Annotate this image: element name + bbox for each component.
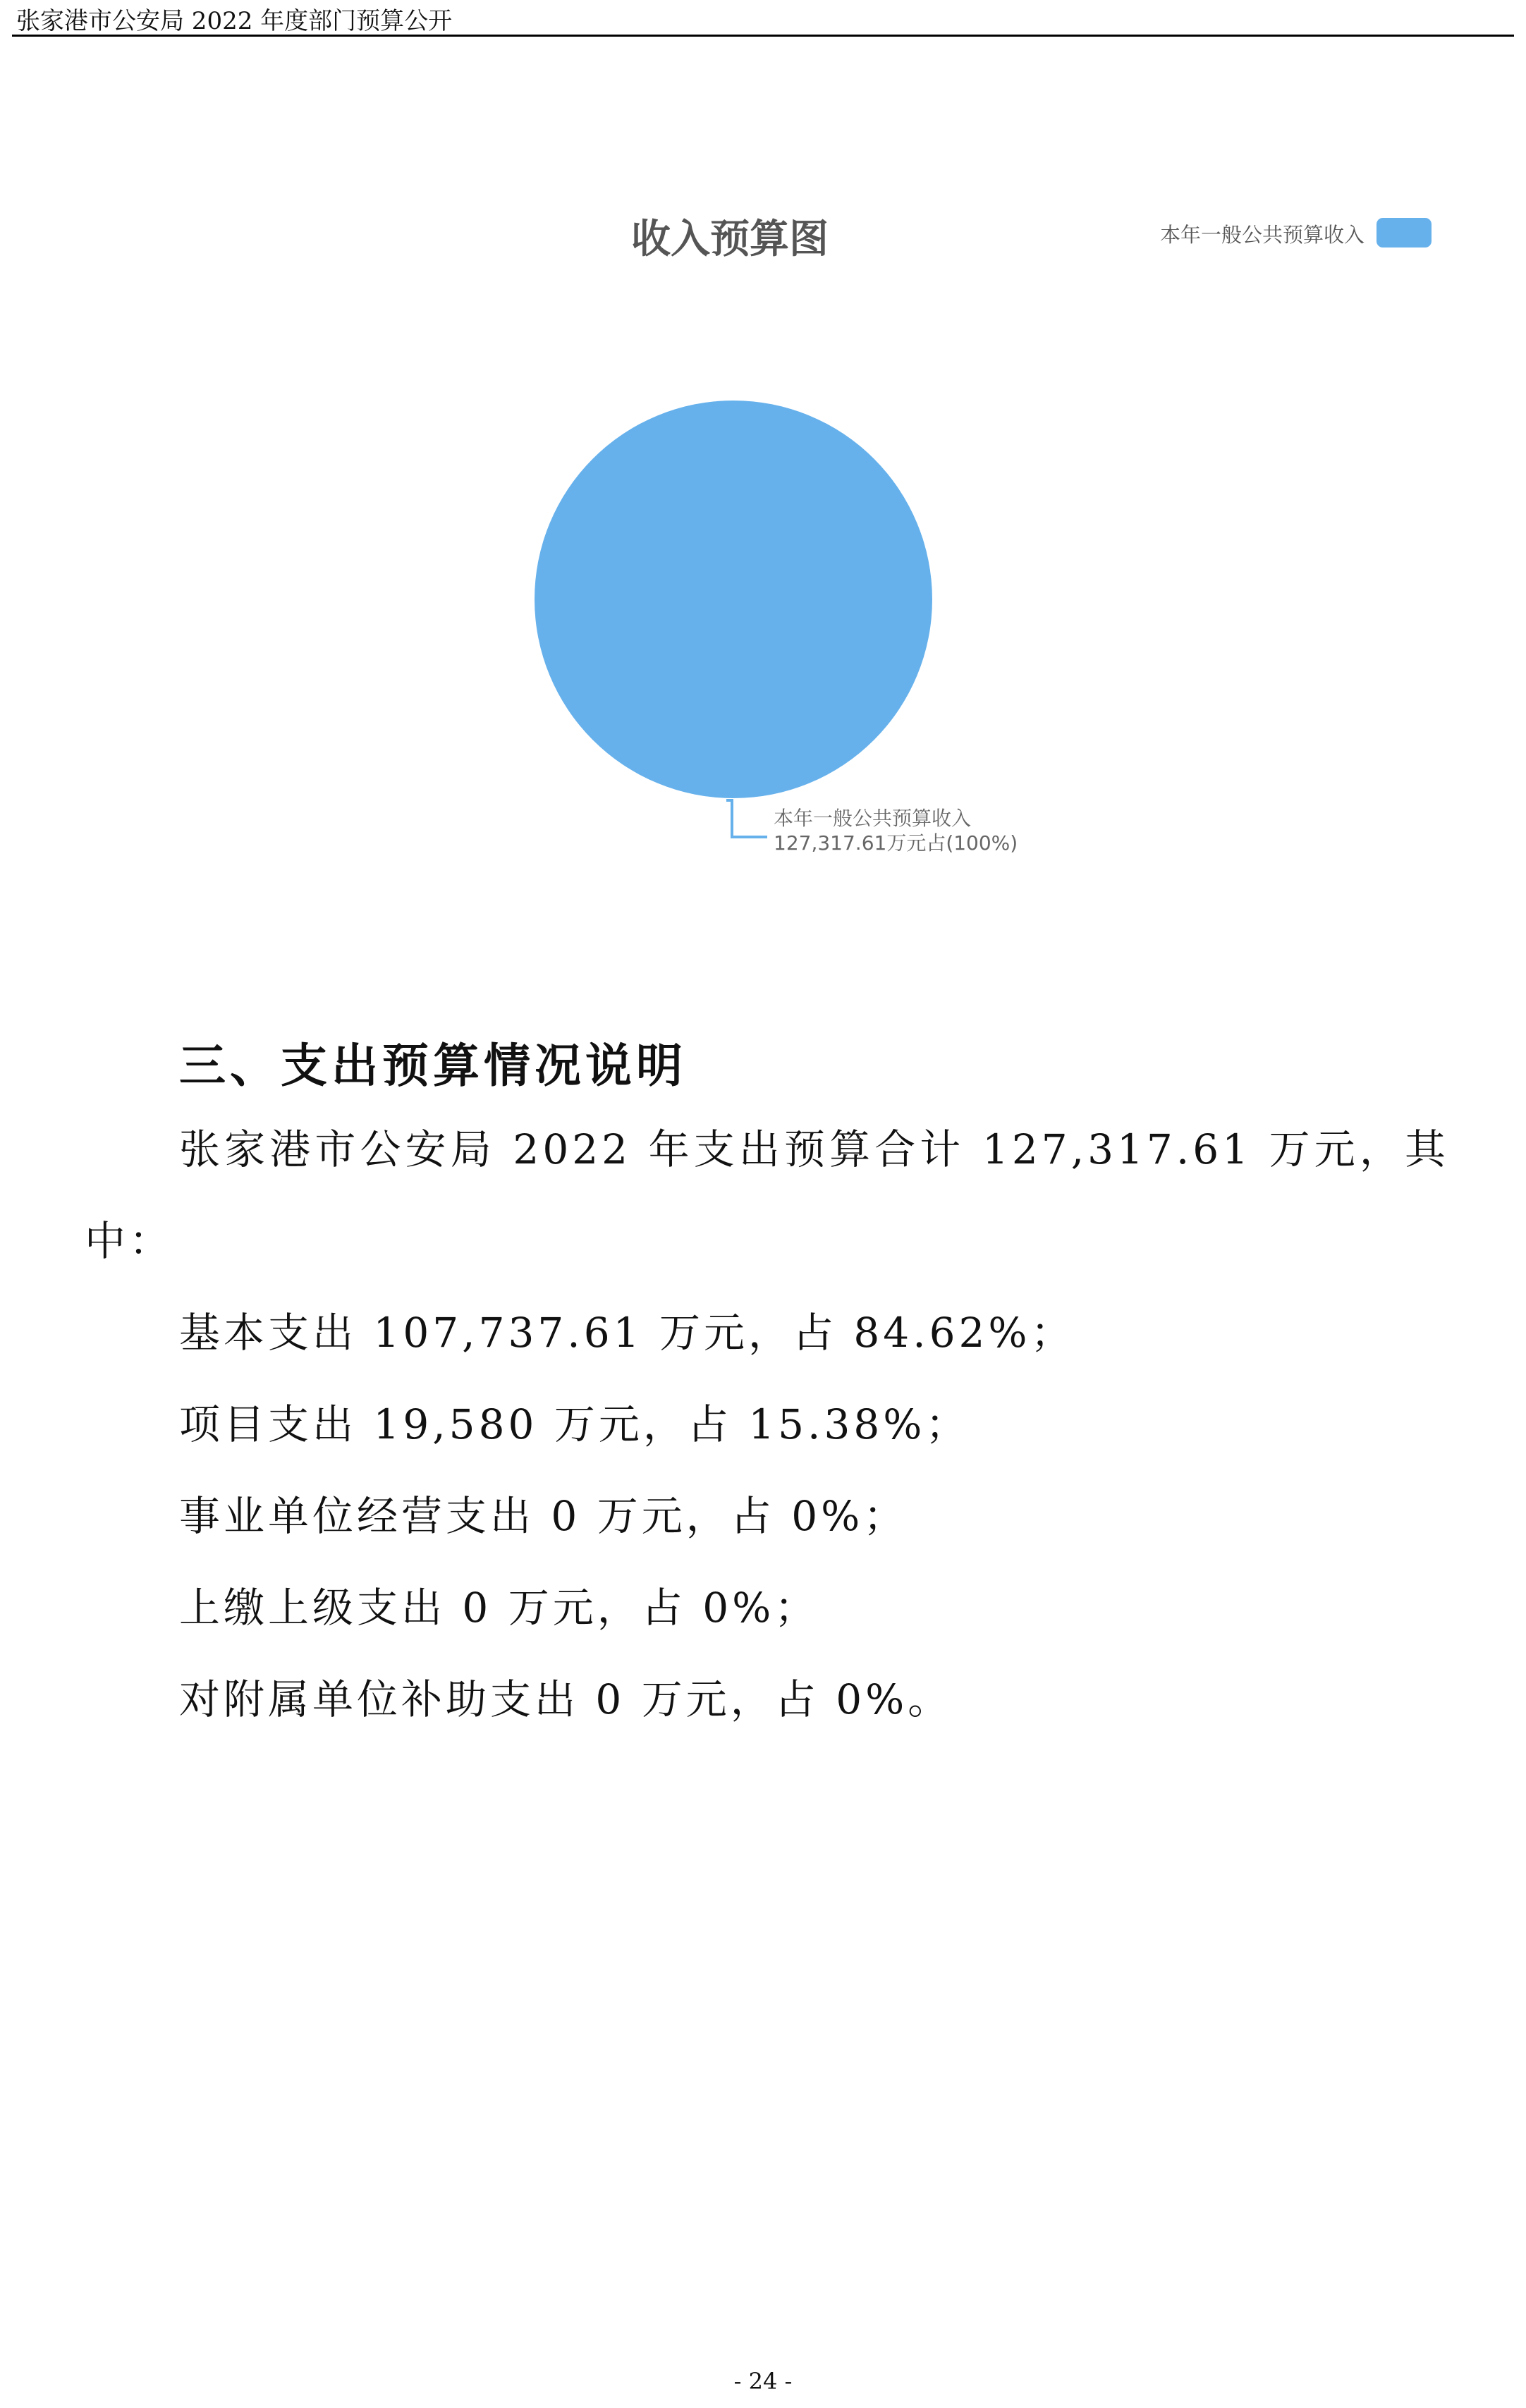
running-header	[12, 0, 1514, 37]
pie-plot	[494, 180, 1453, 899]
slice-label-value: 127,317.61万元占(100%)	[774, 831, 1018, 855]
expenditure-item-subsidy-to-affiliates: 对附属单位补助支出 0 万元，占 0%。	[179, 1675, 953, 1723]
page-number: - 24 -	[733, 2368, 793, 2395]
slice-data-label	[774, 806, 1018, 855]
label-leader-line	[726, 800, 767, 837]
expenditure-item-business-operation: 事业单位经营支出 0 万元，占 0%；	[179, 1492, 908, 1540]
income-budget-pie-chart	[494, 180, 1453, 899]
section-heading: 三、支出预算情况说明	[179, 1039, 687, 1093]
intro-paragraph: 张家港市公安局 2022 年支出预算合计 127,317.61 万元，其中：	[85, 1125, 1449, 1265]
pie-slice	[535, 401, 932, 798]
expenditure-item-remittance-to-superior: 上缴上级支出 0 万元，占 0%；	[179, 1584, 819, 1632]
expenditure-item-project: 项目支出 19,580 万元，占 15.38%；	[179, 1400, 970, 1448]
expenditure-item-basic: 基本支出 107,737.61 万元，占 84.62%；	[179, 1309, 1075, 1357]
running-header-title: 张家港市公安局 2022 年度部门预算公开	[16, 7, 453, 35]
section-body	[85, 1104, 1449, 1745]
slice-label-category: 本年一般公共预算收入	[774, 807, 972, 830]
chart-title: 收入预算图	[631, 216, 829, 262]
legend-item-label: 本年一般公共预算收入	[1159, 223, 1365, 247]
